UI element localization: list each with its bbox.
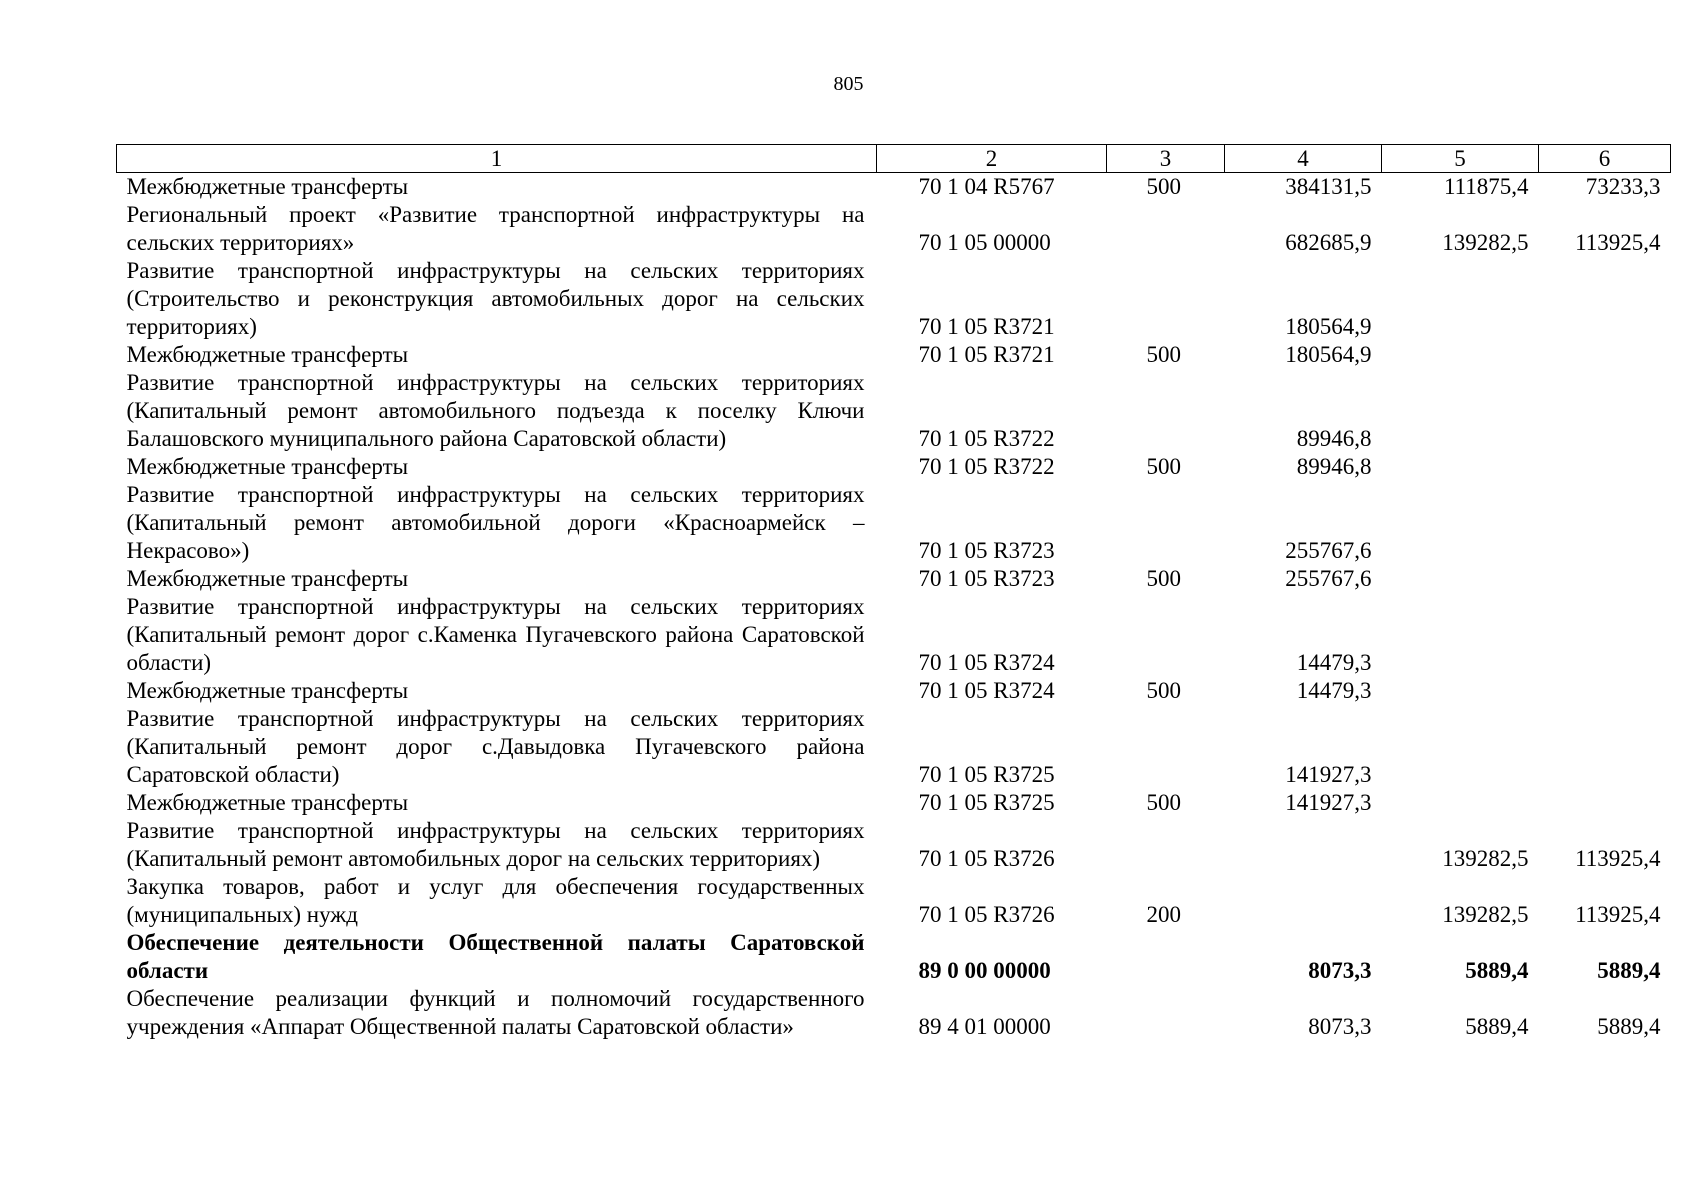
item-code: 70 1 05 R3721 [918,314,1055,339]
table-row [117,173,1671,202]
item-code: 70 1 05 R3724 [918,678,1055,703]
table-row [117,369,1671,453]
amount-col6 [1539,565,1671,593]
expense-type: 500 [1146,454,1181,479]
expense-type [1107,985,1225,1041]
amount-col5 [1382,565,1539,593]
item-name: Межбюджетные трансферты [126,342,409,367]
amount-col4: 89946,8 [1296,454,1372,479]
amount-col4: 255767,6 [1285,566,1372,591]
item-code: 70 1 05 R3724 [918,650,1055,675]
item-code: 89 0 00 00000 [918,958,1051,983]
amount-col4: 14479,3 [1296,650,1372,675]
item-code: 89 4 01 00000 [918,1014,1051,1039]
table-body [117,173,1671,1042]
amount-col6: 113925,4 [1575,902,1661,927]
item-name: Межбюджетные трансферты [126,174,409,199]
amount-col5: 139282,5 [1442,902,1529,927]
item-name: Обеспечение деятельности Общественной палаты Саратовской области [126,930,865,983]
expense-type [1107,817,1225,873]
item-name: Развитие транспортной инфраструктуры на сельских территориях (Капитальный ремонт автомобильных дорог на сельских территориях) [126,818,865,871]
item-name: Межбюджетные трансферты [126,678,409,703]
expense-type: 500 [1146,678,1181,703]
amount-col5: 5889,4 [1465,958,1529,983]
expense-type [1107,201,1225,257]
amount-col5: 5889,4 [1465,1014,1529,1039]
expense-type [1107,705,1225,789]
expense-type [1107,593,1225,677]
amount-col6: 113925,4 [1575,846,1661,871]
column-header-3: 3 [1107,145,1225,173]
amount-col6 [1539,593,1671,677]
amount-col5 [1382,705,1539,789]
item-name: Развитие транспортной инфраструктуры на сельских территориях (Капитальный ремонт дорог с.Каменка Пугачевского района Саратовской области) [126,594,865,675]
item-name: Региональный проект «Развитие транспортной инфраструктуры на сельских территориях» [126,202,865,255]
amount-col5 [1382,677,1539,705]
table-row [117,481,1671,565]
amount-col6 [1539,453,1671,481]
amount-col4: 180564,9 [1285,314,1372,339]
item-name: Межбюджетные трансферты [126,790,409,815]
amount-col5 [1382,593,1539,677]
item-code: 70 1 05 00000 [918,230,1051,255]
amount-col6 [1539,257,1671,341]
table-row [117,705,1671,789]
amount-col4: 8073,3 [1308,1014,1372,1039]
table-row [117,453,1671,481]
table-row [117,789,1671,817]
budget-table [116,144,1671,1041]
column-header-5: 5 [1382,145,1539,173]
amount-col5: 139282,5 [1442,230,1529,255]
amount-col4: 255767,6 [1285,538,1372,563]
table-row [117,257,1671,341]
table-row [117,341,1671,369]
amount-col4: 14479,3 [1296,678,1372,703]
item-name: Закупка товаров, работ и услуг для обеспечения государственных (муниципальных) нужд [126,874,865,927]
expense-type: 500 [1146,566,1181,591]
amount-col5 [1382,453,1539,481]
amount-col6 [1539,705,1671,789]
item-name: Обеспечение реализации функций и полномочий государственного учреждения «Аппарат Общественной палаты Саратовской области» [126,986,865,1039]
amount-col5 [1382,341,1539,369]
item-name: Межбюджетные трансферты [126,566,409,591]
expense-type [1107,929,1225,985]
column-header-2: 2 [877,145,1107,173]
amount-col4: 180564,9 [1285,342,1372,367]
amount-col5 [1382,369,1539,453]
amount-col4: 141927,3 [1285,790,1372,815]
column-header-4: 4 [1225,145,1382,173]
item-name: Развитие транспортной инфраструктуры на сельских территориях (Капитальный ремонт автомобильного подъезда к поселку Ключи Балашовского муниципального района Саратовской области) [126,370,865,451]
column-header-1: 1 [117,145,877,173]
item-code: 70 1 05 R3725 [918,790,1055,815]
expense-type: 500 [1146,342,1181,367]
item-code: 70 1 05 R3723 [918,566,1055,591]
amount-col5: 111875,4 [1443,174,1529,199]
amount-col6 [1539,677,1671,705]
table-row [117,677,1671,705]
amount-col6: 113925,4 [1575,230,1661,255]
amount-col6 [1539,341,1671,369]
header-row [117,145,1671,173]
table-row [117,565,1671,593]
amount-col6: 5889,4 [1597,1014,1661,1039]
page-number: 805 [833,73,864,95]
column-header-6: 6 [1539,145,1671,173]
amount-col4 [1225,817,1382,873]
item-code: 70 1 05 R3725 [918,762,1055,787]
item-code: 70 1 05 R3723 [918,538,1055,563]
table-row [117,929,1671,985]
expense-type: 500 [1146,790,1181,815]
item-code: 70 1 05 R3726 [918,846,1055,871]
item-code: 70 1 05 R3722 [918,426,1055,451]
amount-col4: 89946,8 [1296,426,1372,451]
expense-type: 500 [1146,174,1181,199]
amount-col5 [1382,789,1539,817]
expense-type [1107,257,1225,341]
item-code: 70 1 05 R3722 [918,454,1055,479]
amount-col6 [1539,369,1671,453]
table-row [117,201,1671,257]
item-code: 70 1 05 R3726 [918,902,1055,927]
amount-col5: 139282,5 [1442,846,1529,871]
amount-col6 [1539,789,1671,817]
item-code: 70 1 04 R5767 [918,174,1055,199]
amount-col6: 5889,4 [1597,958,1661,983]
item-name: Развитие транспортной инфраструктуры на сельских территориях (Капитальный ремонт дорог с.Давыдовка Пугачевского района Саратовской области) [126,706,865,787]
item-name: Развитие транспортной инфраструктуры на сельских территориях (Капитальный ремонт автомобильной дороги «Красноармейск – Некрасово») [126,482,865,563]
item-code: 70 1 05 R3721 [918,342,1055,367]
amount-col4: 682685,9 [1285,230,1372,255]
table-row [117,985,1671,1041]
expense-type [1107,481,1225,565]
item-name: Межбюджетные трансферты [126,454,409,479]
table-row [117,873,1671,929]
amount-col5 [1382,481,1539,565]
amount-col4: 141927,3 [1285,762,1372,787]
expense-type: 200 [1146,902,1181,927]
item-name: Развитие транспортной инфраструктуры на сельских территориях (Строительство и реконструкция автомобильных дорог на сельских территориях) [126,258,865,339]
amount-col4: 384131,5 [1285,174,1372,199]
table-row [117,593,1671,677]
amount-col5 [1382,257,1539,341]
amount-col4 [1225,873,1382,929]
amount-col6 [1539,481,1671,565]
amount-col6: 73233,3 [1585,174,1661,199]
expense-type [1107,369,1225,453]
table-row [117,817,1671,873]
amount-col4: 8073,3 [1308,958,1372,983]
